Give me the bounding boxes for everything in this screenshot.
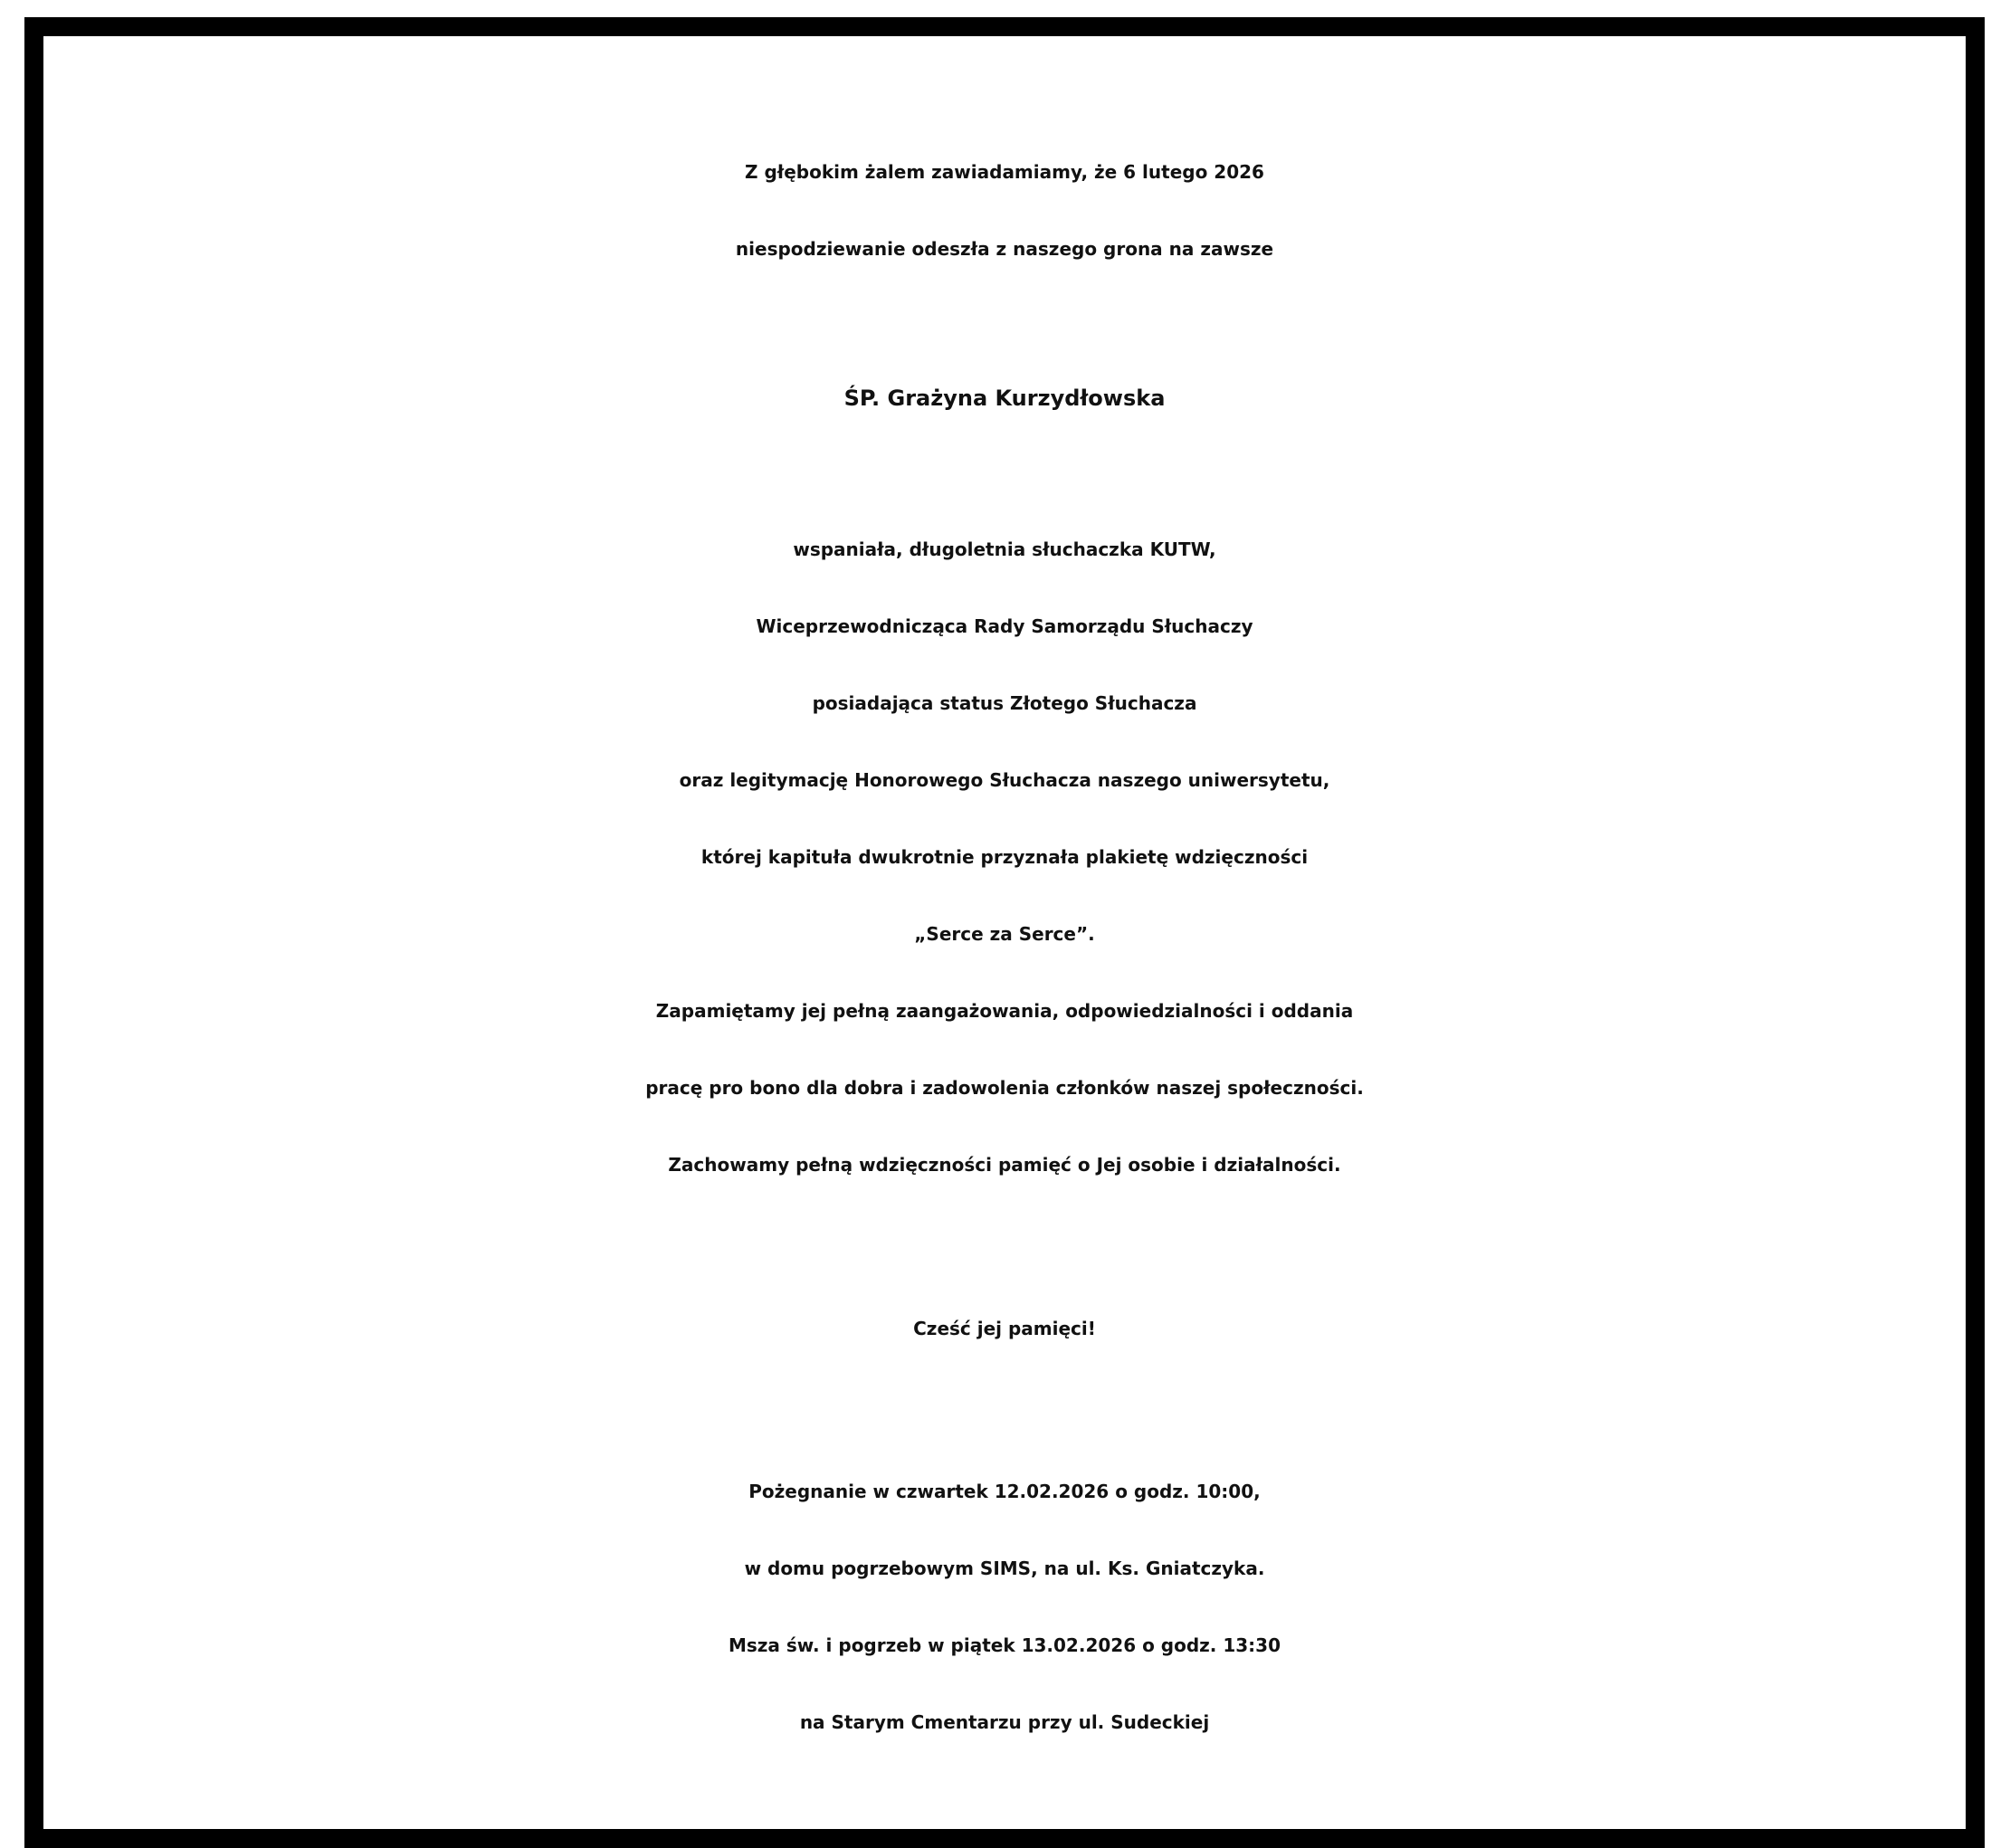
tribute-line-4: oraz legitymację Honorowego Słuchacza naszego uniwersytetu, [679, 769, 1330, 791]
intro-line-2: niespodziewanie odeszła z naszego grona na zawsze [735, 238, 1274, 260]
intro-line-1: Z głębokim żalem zawiadamiamy, że 6 lutego 2026 [745, 161, 1264, 183]
funeral-line-3: Msza św. i pogrzeb w piątek 13.02.2026 o godz. 13:30 [728, 1634, 1281, 1656]
tribute-line-6: „Serce za Serce”. [914, 923, 1095, 945]
deceased-name: ŚP. Grażyna Kurzydłowska [843, 386, 1166, 411]
closing-line: Cześć jej pamięci! [913, 1318, 1096, 1339]
tribute-line-7: Zapamiętamy jej pełną zaangażowania, odpowiedzialności i oddania [655, 1000, 1354, 1022]
tribute-line-8: pracę pro bono dla dobra i zadowolenia członków naszej społeczności. [645, 1077, 1364, 1099]
tribute-line-9: Zachowamy pełną wdzięczności pamięć o Jej osobie i działalności. [668, 1154, 1341, 1176]
funeral-line-1: Pożegnanie w czwartek 12.02.2026 o godz. 10:00, [748, 1481, 1261, 1502]
tribute-line-5: której kapituła dwukrotnie przyznała plakietę wdzięczności [700, 846, 1309, 868]
funeral-line-4: na Starym Cmentarzu przy ul. Sudeckiej [799, 1711, 1210, 1733]
funeral-line-2: w domu pogrzebowym SIMS, na ul. Ks. Gniatczyka. [744, 1557, 1265, 1579]
tribute-line-2: Wiceprzewodnicząca Rady Samorządu Słuchaczy [756, 615, 1253, 637]
tribute-line-3: posiadająca status Złotego Słuchacza [812, 692, 1197, 714]
tribute-line-1: wspaniała, długoletnia słuchaczka KUTW, [793, 538, 1216, 560]
obituary-border-frame [24, 17, 1985, 1848]
